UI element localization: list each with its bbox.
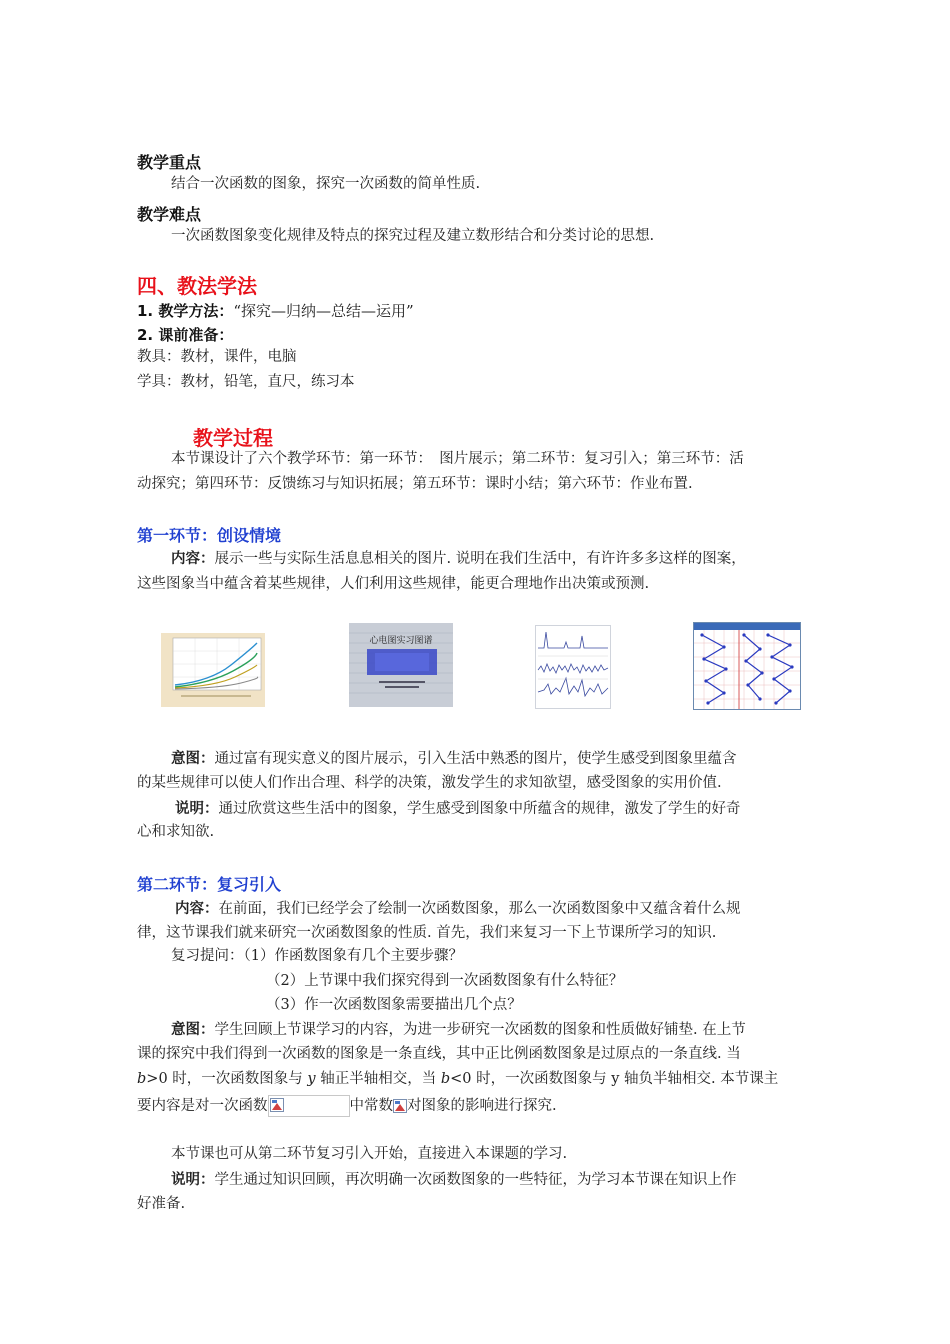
difficulties-heading: 教学难点 [137,205,202,224]
var-b-2: b [440,1071,451,1087]
stage1-content-label: 内容： [171,550,215,567]
growth-curves-image [161,633,265,707]
var-y: y [307,1071,316,1087]
stage1-intent-line2: 的某些规律可以使人们作出合理、科学的决策，激发学生的求知欲望，感受图象的实用价值. [137,775,722,791]
method-text: “探究—归纳—总结—运用” [233,302,414,320]
stage2-intent-line3 [137,1067,778,1092]
intent4-part1: 要内容是对一次函数 [137,1098,268,1114]
stage2-intent-label: 意图： [171,1021,215,1038]
student-tools: 学具：教材，铅笔，直尺，练习本 [137,374,355,390]
process-intro-line1: 本节课设计了六个教学环节：第一环节： 图片展示；第二环节：复习引入；第三环节：活 [171,451,744,467]
stage1-intent-text1: 通过富有现实意义的图片展示，引入生活中熟悉的图片，使学生感受到图象里蕴含 [214,751,737,767]
stage2-content-line2: 律，这节课我们就来研究一次函数图象的性质. 首先，我们来复习一下上节课所学习的知识. [137,925,717,941]
broken-image-icon [393,1099,407,1113]
review-line [171,944,463,969]
stage2-intent-line1 [171,1017,746,1043]
key-points-heading: 教学重点 [137,153,202,172]
review-label: 复习提问： [171,948,244,964]
method-label: 1. 教学方法： [137,302,234,320]
stage2-content-text1: 在前面，我们已经学会了绘制一次函数图象，那么一次函数图象中又蕴含着什么规 [218,901,741,917]
difficulties-text: 一次函数图象变化规律及特点的探究过程及建立数形结合和分类讨论的思想. [171,228,655,244]
intent4-part2: 中常数 [349,1098,393,1114]
review-q2: （2）上节课中我们探究得到一次函数图象有什么特征？ [266,973,624,989]
stage2-content-label: 内容： [175,900,219,917]
section4-heading: 四、教法学法 [137,274,257,298]
stage2-note-line2: 好准备. [137,1196,186,1212]
stage2-intent-line4 [137,1094,557,1119]
stage1-note-label: 说明： [175,800,219,817]
key-points-text: 结合一次函数的图象，探究一次函数的简单性质. [171,176,481,192]
stage1-note-line2: 心和求知欲. [137,824,215,840]
ecg-book-title: 心电图实习图谱 [369,636,433,646]
intent3-part2: >0 时，一次函数图象与 [146,1071,308,1087]
stage2-intent-text1: 学生回顾上节课学习的内容，为进一步研究一次函数的图象和性质做好铺垫. 在上节 [214,1022,746,1038]
stage1-note-text1: 通过欣赏这些生活中的图象，学生感受到图象中所蕴含的规律，激发了学生的好奇 [218,801,741,817]
stage1-content-line2: 这些图象当中蕴含着某些规律，人们利用这些规律，能更合理地作出决策或预测. [137,576,650,592]
stage2-note-text1: 学生通过知识回顾，再次明确一次函数图象的一些特征，为学习本节课在知识上作 [214,1172,737,1188]
formula-image-placeholder [268,1095,350,1117]
var-b-1: b [137,1071,147,1087]
stage2-content-line1 [175,896,741,922]
stage2-intent-line2: 课的探究中我们得到一次函数的图象是一条直线，其中正比例函数图象是过原点的一条直线. 当 [137,1046,741,1062]
stage2-heading: 第二环节：复习引入 [137,875,282,894]
broken-image-icon [270,1098,284,1112]
stage2-alt-text: 本节课也可从第二环节复习引入开始，直接进入本课题的学习. [171,1146,568,1162]
stage1-heading: 第一环节：创设情境 [137,526,282,545]
review-q3: （3）作一次函数图象需要描出几个点？ [266,997,522,1013]
stage1-intent-label: 意图： [171,750,215,767]
stage1-note-line1 [175,796,741,822]
stage2-note-line1 [171,1167,737,1193]
prep-label: 2. 课前准备： [137,326,234,344]
teacher-tools: 教具：教材，课件，电脑 [137,349,297,365]
method-line [137,300,414,321]
intent4-part3: 对图象的影响进行探究. [407,1098,557,1114]
intent3-part6: <0 时，一次函数图象与 y 轴负半轴相交. 本节课主 [450,1071,779,1087]
process-intro-line2: 动探究；第四环节：反馈练习与知识拓展；第五环节：课时小结；第六环节：作业布置. [137,476,693,492]
stage1-content-line1 [171,546,746,572]
ecg-waveform-image [535,625,611,709]
stage1-content-text1: 展示一些与实际生活息息相关的图片. 说明在我们生活中，有许许多多这样的图案， [214,551,746,567]
stage1-intent-line1 [171,746,737,772]
zigzag-chart-image [693,622,801,710]
intent3-part4: 轴正半轴相交，当 [315,1071,441,1087]
ecg-book-image [349,623,453,707]
review-q1: （1）作函数图象有几个主要步骤？ [243,948,463,964]
process-heading: 教学过程 [193,426,273,450]
stage2-note-label: 说明： [171,1171,215,1188]
